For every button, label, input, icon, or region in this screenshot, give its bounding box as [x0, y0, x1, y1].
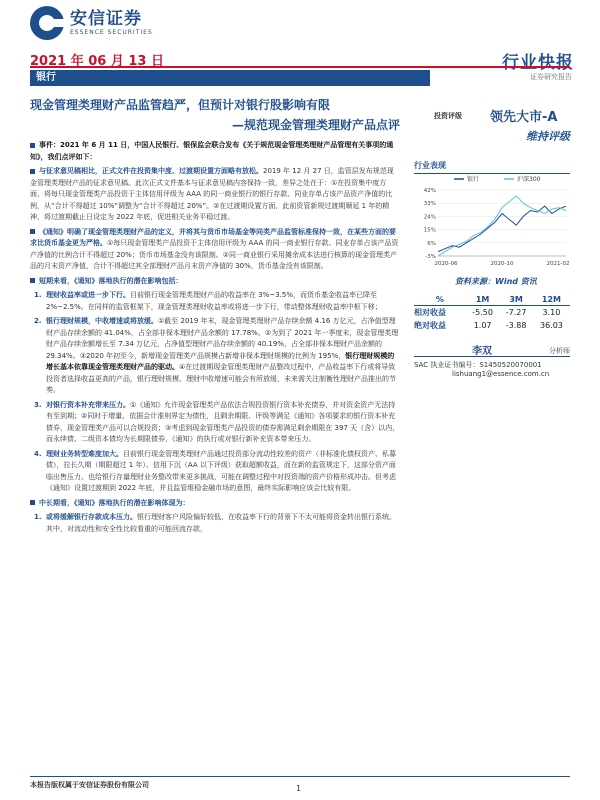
footer-copyright: 本报告版权属于安信证券股份有限公司: [30, 781, 149, 789]
list-item-text: ④在过渡期现金管理类理财产品整改过程中，产品收益率下行或将导致投资者选择收益更高的产品，银行理财规模、理财中收增速可能会有所放缓，未来需关注制衡性理财产品推出的节奏。: [46, 363, 396, 394]
x-tick-label: 2020-10: [490, 261, 514, 267]
paragraph-heading: 与征求意见稿相比，正式文件在投资集中度、过渡期设置方面略有放松。: [39, 167, 263, 175]
chart-source: 资料来源：Wind 资讯: [455, 277, 537, 286]
brand-name-cn: 安信证券: [70, 9, 142, 29]
list-item-text: 目前银行现金管理类理财产品的收益率在 3%~3.5%，而货币基金收益率已降至 2%~2.5%。在同样的监管框架下，现金管理类理财收益率或将进一步下行，带动整体理财收益率中枢下移；: [46, 291, 382, 311]
list-item-heading: 银行理财规模，中收增速或将放缓。: [46, 317, 158, 325]
list-item-heading: 对银行资本补充带来压力。: [46, 400, 130, 409]
brand-logo: [30, 6, 153, 40]
table-cell: -3.88: [505, 321, 527, 330]
performance-table: [414, 294, 570, 332]
list-item-text: 银行理财客户风险偏好较低，在收益率下行的背景下不太可能将资金转出银行系统。其中，对流动性和安全性比较看重的可能回流存款，: [46, 513, 396, 533]
paragraph: [30, 227, 400, 273]
analyst-name: 李双: [472, 346, 492, 357]
brand-logo-icon: [30, 6, 64, 40]
list-item: [30, 290, 400, 316]
list-item-heading: 或将缓解银行存款成本压力。: [46, 513, 137, 521]
list-number: 1.: [34, 291, 42, 299]
row-label: 绝对收益: [414, 321, 446, 330]
list-number: 3.: [34, 400, 42, 409]
y-tick-label: -3%: [425, 254, 436, 260]
y-tick-label: 15%: [423, 227, 436, 234]
paragraph-text: 2019 年 12 月 27 日，监管层发布规范现金管理类理财产品的征求意见稿。此次正式文件基本与征求意见稿内容保持一致，差异之处在于：①在投资集中度方面，将每只现金管理类产品投资于主体信用评级为 AAA 的同一商业银行的银行存款、同业存单占该产品资产净值的比例，从“合计不得超过 10%”调整为“合计不得超过 20%”。②在过渡期设置方面，此前资管新规过渡期顺延 1 年的精神，将过渡期截止日设定为 2022 年底，促进相关业务平稳过渡。: [30, 167, 394, 221]
legend-label: 银行: [467, 176, 480, 183]
paragraph-text: ①每只现金管理类产品投资于主体信用评级为 AAA 的同一商业银行存款、同业存单占该产品资产净值的比例合计不得超过 20%；货币市场基金没有该限制。②同一商业银行采用摊余成本法进行核算的现金管理类产品的月末资产净值，合计不得超过其全部理财产品月末资产净值的 30%，货币基金没有该限制。: [30, 239, 399, 270]
performance-title: 行业表现: [414, 160, 570, 174]
list-item-heading: 理财业务转型难度加大。: [46, 449, 123, 458]
rating-label: 投资评级: [434, 112, 462, 120]
event-text: 事件：2021 年 6 月 11 日，中国人民银行、银保监会联合发布《关于规范现金管理类理财产品管理有关事项的通知》，我们点评如下：: [30, 141, 394, 161]
paragraph: [30, 166, 400, 224]
bullet-square-icon: [30, 169, 35, 174]
report-date: 2021 年 06 月 13 日: [30, 54, 164, 69]
performance-table-header: [414, 294, 570, 306]
footer-divider: [30, 776, 570, 777]
analyst-role: 分析师: [549, 347, 570, 355]
table-cell: 1.07: [473, 321, 492, 330]
bullet-square-icon: [30, 229, 35, 234]
bullet-square-icon: [30, 143, 35, 148]
list-item-text: 目前银行现金管理类理财产品通过投资部分流动性较差的资产（非标准化债权资产、私募债），拉长久期（期限超过 1 年）、信用下沉（AA 以下评级）获取超额收益，而在新的监管规定下，这部分资产面临出售压力。也给银行存量理财业务整改带来更多挑战，可能在调整过程中对投资端的资产价格形成冲击。但考虑《通知》设置过渡期到 2022 年底，并且监管维稳金融市场的意图，最终实际影响应该会比较有限。: [46, 449, 396, 492]
paragraph: [30, 276, 400, 288]
list-number: 2.: [34, 317, 42, 325]
header-divider: [30, 66, 570, 68]
brand-name-en: ESSENCE SECURITIES: [70, 29, 153, 36]
table-row: [414, 306, 570, 320]
x-tick-label: 2020-06: [434, 261, 458, 267]
analyst-sac: SAC 执业证书编号：S1450520070001: [414, 361, 542, 369]
report-body: [30, 140, 400, 538]
y-tick-label: 42%: [423, 188, 436, 194]
page-title: 现金管理类理财产品监管趋严，但预计对银行股影响有限: [30, 98, 331, 112]
paragraph-heading: 短期来看，《通知》落地执行的潜在影响包括：: [39, 276, 183, 285]
table-cell: 3.10: [542, 308, 561, 317]
rating-keep: 维持评级: [526, 130, 570, 143]
paragraph: [30, 498, 400, 510]
legend-label: 沪深300: [517, 176, 541, 183]
performance-chart: [414, 172, 570, 272]
list-item-text: ①《通知》允许现金管理类产品依法合规投资银行资本补充债券，并对资金资产无法持有至到期；②同时于增量、依据会计准则界定为债性，且剩余期限、评级等满足《通知》各项要求的银行资本补充债券，现金管理类产品可以合规投资；③考虑到现金管理类产品投资的债券需满足剩余期限在 397 天（含）以内，而永续债、二级资本债均为长期限债券，《通知》的执行或对银行新补充资本带来压力。: [46, 400, 400, 443]
analyst-divider: [414, 356, 570, 357]
list-item-heading: 理财收益率或进一步下行。: [46, 291, 130, 299]
rating-value: 领先大市-A: [490, 110, 558, 125]
row-label: 相对收益: [414, 308, 446, 317]
list-item-text: ①截至 2019 年末，现金管理类理财产品存续余额 4.16 万亿元，占净值型理财产品存续余额的 41.04%，占全部非保本理财产品余额的 17.78%。②为到了 2021 年一季度末，现金管理类理财产品存续余额增长至 7.34 万亿元，占净值型理财产品存续余额的 40.19%，占全部非保本理财产品余额的 29.34%。③2020 年初至今，新增现金管理类产品规模占新增非保本理财规模的比例为 195%，: [46, 317, 399, 360]
bullet-square-icon: [30, 278, 35, 283]
bullet-square-icon: [30, 500, 35, 505]
col-header: 1M: [466, 294, 500, 306]
list-number: 1.: [34, 513, 42, 521]
page-number: 1: [296, 784, 302, 793]
report-type: 行业快报: [502, 53, 574, 73]
analyst-email[interactable]: lishuang1@essence.com.cn: [452, 370, 550, 378]
page-subtitle: —规范现金管理类理财产品点评: [231, 118, 400, 132]
list-number: 4.: [34, 449, 42, 458]
list-item-emphasis: 银行理财规模的增长基本依靠现金管理类理财产品的驱动。: [46, 351, 395, 371]
event-paragraph: [30, 140, 400, 163]
y-tick-label: 33%: [423, 201, 436, 208]
paragraph-heading: 中长期看，《通知》落地执行的潜在影响体现为：: [39, 498, 190, 507]
y-tick-label: 24%: [423, 214, 436, 221]
table-row: [414, 319, 570, 332]
paragraph-heading: 《通知》明确了现金管理类理财产品的定义，并将其与货币市场基金等同类产品监管标准保持一致，在某些方面的要求比货币基金更为严格。: [30, 227, 396, 247]
list-item: [30, 449, 400, 498]
report-subtitle: 证券研究报告: [530, 73, 572, 81]
col-header: %: [414, 294, 466, 306]
col-header: 12M: [533, 294, 570, 306]
list-item: [30, 512, 400, 538]
list-item: [30, 400, 400, 449]
table-cell: -5.50: [472, 308, 493, 317]
list-item: [30, 316, 400, 400]
y-tick-label: 6%: [427, 240, 436, 247]
sector-bar: 银行: [30, 70, 430, 86]
table-cell: -7.27: [505, 308, 527, 317]
x-tick-label: 2021-02: [546, 261, 570, 267]
table-cell: 36.03: [539, 321, 563, 330]
col-header: 3M: [499, 294, 533, 306]
